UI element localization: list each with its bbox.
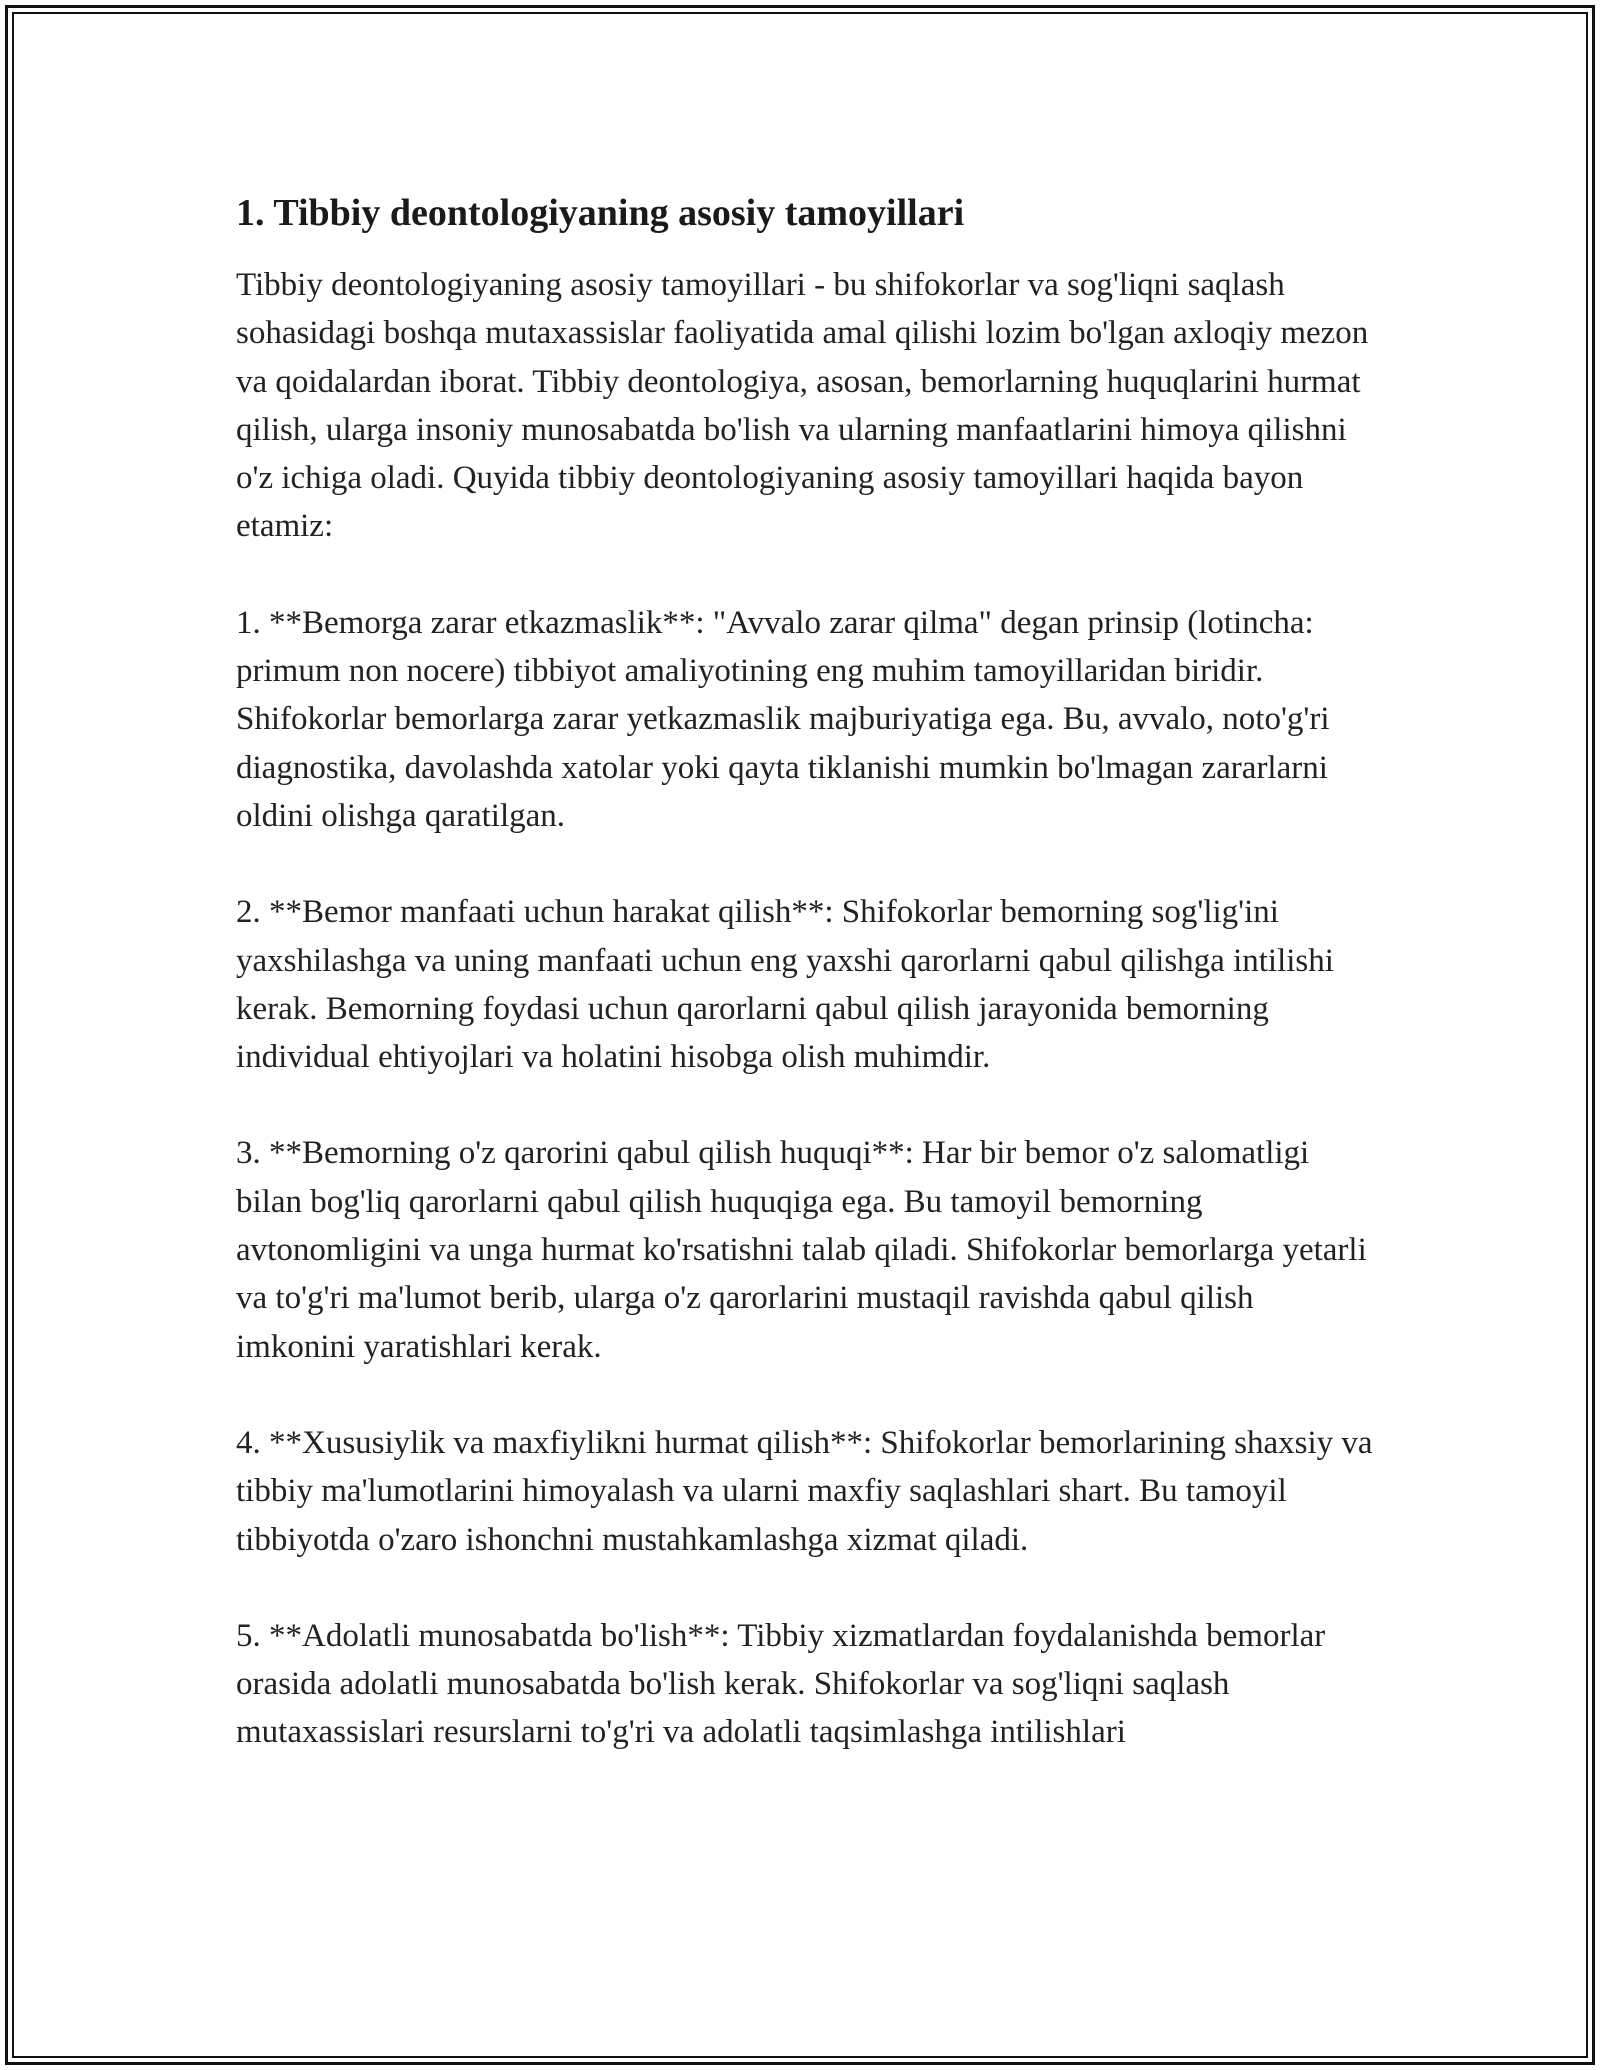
document-body	[236, 186, 1376, 1805]
principle-paragraph-2: 2. **Bemor manfaati uchun harakat qilish**: Shifokorlar bemorning sog'lig'ini yaxshilashga va uning manfaati uchun eng yaxshi qarorlarni qabul qilishga intilishi kerak. Bemorning foydasi uchun qarorlarni qabul qilish jarayonida bemorning individual ehtiyojlari va holatini hisobga olish muhimdir.	[236, 894, 1334, 1076]
principle-paragraph-4: 4. **Xususiylik va maxfiylikni hurmat qilish**: Shifokorlar bemorlarining shaxsiy va tibbiy ma'lumotlarini himoyalash va ularni maxfiy saqlashlari shart. Bu tamoyil tibbiyotda o'zaro ishonchni mustahkamlashga xizmat qiladi.	[236, 1424, 1373, 1558]
principle-paragraph-1: 1. **Bemorga zarar etkazmaslik**: "Avvalo zarar qilma" degan prinsip (lotincha: primum non nocere) tibbiyot amaliyotining eng muhim tamoyillaridan biridir. Shifokorlar bemorlarga zarar yetkazmaslik majburiyatiga ega. Bu, avvalo, noto'g'ri diagnostika, davolashda xatolar yoki qayta tiklanishi mumkin bo'lmagan zararlarni oldini olishga qaratilgan.	[236, 604, 1330, 834]
principle-paragraph-3: 3. **Bemorning o'z qarorini qabul qilish huquqi**: Har bir bemor o'z salomatligi bilan bog'liq qarorlarni qabul qilish huquqiga ega. Bu tamoyil bemorning avtonomligini va unga hurmat ko'rsatishni talab qiladi. Shifokorlar bemorlarga yetarli va to'g'ri ma'lumot berib, ularga o'z qarorlarini mustaqil ravishda qabul qilish imkonini yaratishlari kerak.	[236, 1135, 1367, 1365]
intro-paragraph: Tibbiy deontologiyaning asosiy tamoyillari - bu shifokorlar va sog'liqni saqlash sohasidagi boshqa mutaxassislar faoliyatida amal qilishi lozim bo'lgan axloqiy mezon va qoidalardan iborat. Tibbiy deontologiya, asosan, bemorlarning huquqlarini hurmat qilish, ularga insoniy munosabatda bo'lish va ularning manfaatlarini himoya qilishni o'z ichiga oladi. Quyida tibbiy deontologiyaning asosiy tamoyillari haqida bayon etamiz:	[236, 267, 1369, 545]
principle-paragraph-5: 5. **Adolatli munosabatda bo'lish**: Tibbiy xizmatlardan foydalanishda bemorlar orasida adolatli munosabatda bo'lish kerak. Shifokorlar va sog'liqni saqlash mutaxassislari resurslarni to'g'ri va adolatli taqsimlashga intilishlari	[236, 1617, 1326, 1751]
section-heading: 1. Tibbiy deontologiyaning asosiy tamoyillari	[236, 192, 965, 234]
